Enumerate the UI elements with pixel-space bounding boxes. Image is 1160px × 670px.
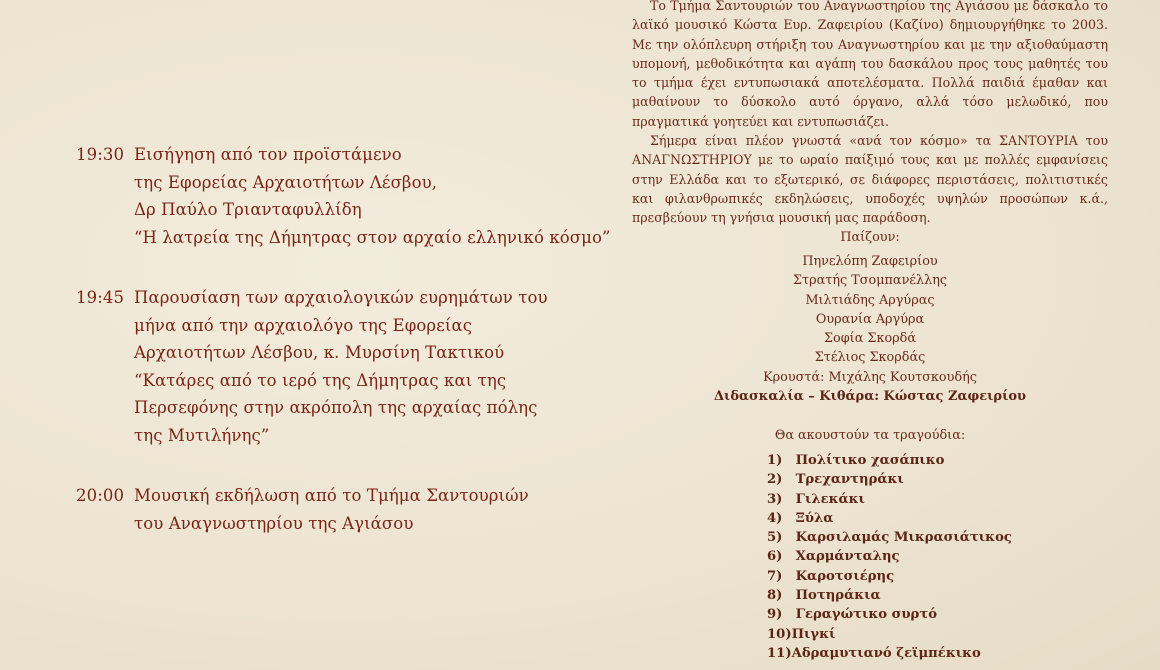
player-name: Στέλιος Σκορδάς — [814, 350, 926, 366]
player-name: Σοφία Σκορδά — [823, 331, 917, 347]
percussion-credit: Κρουστά: Μιχάλης Κουτσκουδής — [763, 369, 977, 385]
player-name: Στρατής Τσομπανέλλης — [792, 273, 948, 289]
event-line: του Αναγνωστηρίου της Αγιάσου — [134, 513, 414, 533]
players-header: Παίζουν: — [840, 230, 900, 245]
event-line: Περσεφόνης στην ακρόπολη της αρχαίας πόλης — [134, 398, 538, 417]
player-name: Μιλτιάδης Αργύρας — [805, 292, 935, 308]
event-line: Μουσική εκδήλωση από το Τμήμα Σαντουριών — [134, 486, 529, 505]
song-item: 1) Πολίτικο χασάπικο — [767, 453, 945, 468]
teacher-credit: Διδασκαλία – Κιθάρα: Κώστας Ζαφειρίου — [713, 389, 1027, 405]
event-time: 19:30 — [76, 145, 125, 164]
player-name: Πηνελόπη Ζαφειρίου — [802, 254, 938, 269]
songs-header: Θα ακουστούν τα τραγούδια: — [774, 428, 966, 443]
song-item: 7) Καροτσιέρης — [767, 568, 895, 584]
event-line: Αρχαιοτήτων Λέσβου, κ. Μυρσίνη Τακτικού — [134, 343, 505, 362]
program-item-1930 — [76, 141, 611, 251]
event-time: 19:45 — [76, 288, 125, 307]
song-item: 8) Ποτηράκια — [767, 588, 881, 604]
intro-paragraph: Σήμερα είναι πλέον γνωστά «ανά τον κόσμο» τα ΣΑΝΤΟΥΡΙΑ του ΑΝΑΓΝΩΣΤΗΡΙΟΥ με το ωραίο παίξιμό τους και με πολλές εμφανίσεις στην Ελλάδα και το εξωτερικό, σε διάφορες περιστάσεις, πολιτιστικές και φιλανθρωπικές εκδηλώσεις, υποδοχές υψηλών προσώπων κ.ά., πρεσβεύουν τη γνήσια μουσική μας παράδοση. — [632, 133, 1108, 226]
song-item: 5) Καρσιλαμάς Μικρασιάτικος — [767, 530, 1012, 546]
event-line: Εισήγηση από τον προϊστάμενο — [134, 145, 402, 164]
program-item-1945 — [76, 284, 596, 449]
event-line: μήνα από την αρχαιολόγο της Εφορείας — [134, 315, 473, 335]
intro-text — [632, 0, 1108, 228]
players-list — [632, 228, 1108, 407]
event-time: 20:00 — [76, 486, 125, 505]
song-item: 4) Ξύλα — [767, 510, 834, 526]
songs-list — [767, 451, 1012, 663]
event-line: της Μυτιλήνης” — [134, 425, 270, 445]
event-line: “Η λατρεία της Δήμητρας στον αρχαίο ελληνικό κόσμο” — [134, 227, 611, 247]
song-item: 11)Αδραμυτιανό ζεϊμπέκικο — [767, 645, 981, 661]
intro-paragraph: Το Τμήμα Σαντουριών του Αναγνωστηρίου της Αγιάσου με δάσκαλο το λαϊκό μουσικό Κώστα Ευρ. Ζαφειρίου (Καζίνο) δημιουργήθηκε το 2003. Με την ολόπλευρη στήριξη του Αναγνωστηρίου και με την αξιοθαύμαστη υπομονή, μεθοδικότητα και αγάπη του δασκάλου προς τους μαθητές του το τμήμα έχει εντυπωσιακά αποτελέσματα. Πολλά παιδιά έμαθαν και μαθαίνουν το δύσκολο αυτό όργανο, αλλά τόσο μελωδικό, που πραγματικά γοητεύει και εντυπωσιάζει. — [632, 0, 1108, 129]
song-item: 9) Γεραγώτικο συρτό — [767, 607, 937, 623]
song-item: 6) Χαρμάνταλης — [767, 549, 900, 565]
event-line: της Εφορείας Αρχαιοτήτων Λέσβου, — [134, 172, 438, 192]
event-line: Παρουσίαση των αρχαιολογικών ευρημάτων του — [134, 288, 548, 307]
player-name: Ουρανία Αργύρα — [815, 311, 925, 327]
program-item-2000 — [76, 482, 596, 537]
song-item: 2) Τρεχαντηράκι — [767, 472, 904, 488]
song-item: 10)Πιγκί — [767, 626, 836, 642]
song-item: 3) Γιλεκάκι — [767, 491, 865, 507]
event-line: Δρ Παύλο Τριανταφυλλίδη — [134, 200, 362, 219]
event-line: “Κατάρες από το ιερό της Δήμητρας και της — [134, 370, 507, 390]
